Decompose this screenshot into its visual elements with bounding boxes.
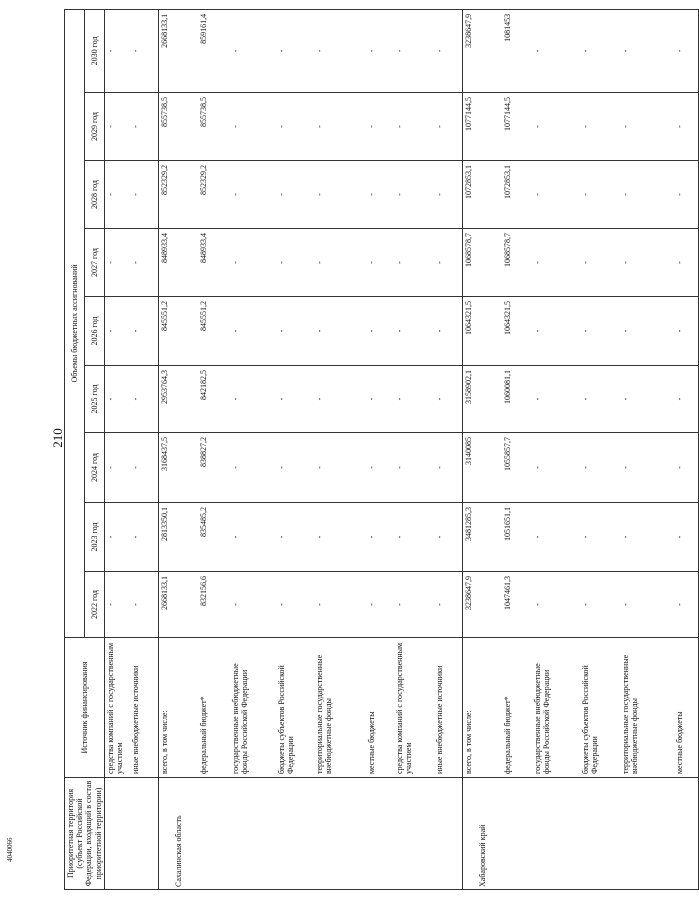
value-cell: - [580,366,620,433]
value-cell: - [394,93,434,161]
budget-table [64,9,699,890]
territory-cell [276,778,314,890]
rotated-table-container [64,10,685,890]
value-cell: - [276,161,314,229]
value-cell: - [130,229,158,297]
value-cell: - [394,161,434,229]
table-row [674,9,698,889]
value-cell: 3158902,1 [462,366,502,433]
source-cell: государственные внебюджетные фонды Российской Федерации [230,638,276,778]
value-cell: - [580,9,620,92]
value-cell: - [434,9,462,92]
value-cell: 1068578,7 [502,229,532,297]
value-cell: - [394,229,434,297]
value-cell: - [394,9,434,92]
source-cell: всего, в том числе: [462,638,502,778]
value-cell: - [394,503,434,572]
value-cell: - [434,297,462,366]
value-cell: 845551,2 [198,297,230,366]
value-cell: - [532,366,580,433]
value-cell: - [674,93,698,161]
header-volumes-group: Объемы бюджетных ассигнований [65,9,85,637]
value-cell: - [366,9,394,92]
value-cell: - [230,503,276,572]
value-cell: - [580,93,620,161]
value-cell: - [580,503,620,572]
value-cell: - [394,297,434,366]
source-cell: иные внебюджетные источники [434,638,462,778]
territory-cell: Сахалинская область [158,778,198,890]
table-row [130,9,158,889]
value-cell: - [130,433,158,503]
value-cell: - [532,572,580,638]
header-year: 2028 год [84,161,104,229]
territory-cell [198,778,230,890]
value-cell: - [394,433,434,503]
table-row [462,9,502,889]
source-cell: местные бюджеты [366,638,394,778]
value-cell: - [674,229,698,297]
value-cell: - [620,297,674,366]
value-cell: - [434,229,462,297]
value-cell: 832156,6 [198,572,230,638]
value-cell: - [314,366,366,433]
value-cell: - [674,503,698,572]
value-cell: - [314,229,366,297]
value-cell: 3481285,3 [462,503,502,572]
value-cell: - [580,297,620,366]
value-cell: 835485,2 [198,503,230,572]
value-cell: 859161,4 [198,9,230,92]
value-cell: - [366,229,394,297]
header-source: Источник финансирования [65,638,105,778]
value-cell: 1051651,1 [502,503,532,572]
header-year: 2030 год [84,9,104,92]
value-cell: 1081453 [502,9,532,92]
header-year: 2026 год [84,297,104,366]
territory-cell [130,778,158,890]
page-number: 210 [50,428,65,448]
value-cell: - [104,572,130,638]
value-cell: 3238647,9 [462,9,502,92]
value-cell: - [104,93,130,161]
territory-cell [502,778,532,890]
value-cell: - [230,161,276,229]
value-cell: - [130,297,158,366]
value-cell: 2668133,1 [158,9,198,92]
value-cell: - [276,93,314,161]
value-cell: - [276,9,314,92]
value-cell: - [130,9,158,92]
value-cell: 848933,4 [158,229,198,297]
table-row [502,9,532,889]
document-code: 4040066 [6,837,14,862]
value-cell: - [620,161,674,229]
value-cell: - [674,161,698,229]
value-cell: 1068578,7 [462,229,502,297]
value-cell: - [674,297,698,366]
territory-cell [366,778,394,890]
value-cell: - [674,433,698,503]
value-cell: - [580,433,620,503]
table-body [104,9,698,889]
value-cell: - [532,229,580,297]
source-cell: всего, в том числе: [158,638,198,778]
value-cell: - [130,503,158,572]
header-year: 2029 год [84,93,104,161]
table-row [434,9,462,889]
value-cell: 842182,5 [198,366,230,433]
value-cell: 855738,5 [158,93,198,161]
territory-cell [620,778,674,890]
value-cell: - [276,366,314,433]
value-cell: - [130,366,158,433]
value-cell: - [230,366,276,433]
source-cell: бюджеты субъектов Российской Федерации [276,638,314,778]
value-cell: - [434,503,462,572]
value-cell: - [674,572,698,638]
source-cell: государственные внебюджетные фонды Российской Федерации [532,638,580,778]
value-cell: 848933,4 [198,229,230,297]
value-cell: 838827,2 [198,433,230,503]
table-row [580,9,620,889]
value-cell: - [314,161,366,229]
value-cell: - [314,503,366,572]
value-cell: - [532,93,580,161]
value-cell: 3140085 [462,433,502,503]
value-cell: - [532,503,580,572]
source-cell: федеральный бюджет* [198,638,230,778]
value-cell: - [276,229,314,297]
value-cell: - [104,161,130,229]
value-cell: 1077144,5 [462,93,502,161]
value-cell: - [580,161,620,229]
value-cell: - [104,229,130,297]
territory-cell [314,778,366,890]
value-cell: - [314,93,366,161]
value-cell: - [532,9,580,92]
value-cell: - [366,572,394,638]
source-cell: федеральный бюджет* [502,638,532,778]
value-cell: - [366,161,394,229]
value-cell: - [230,9,276,92]
value-cell: - [130,93,158,161]
value-cell: - [230,93,276,161]
territory-cell [104,778,130,890]
value-cell: - [434,161,462,229]
value-cell: - [580,229,620,297]
value-cell: - [394,366,434,433]
territory-cell [674,778,698,890]
table-row [198,9,230,889]
value-cell: - [104,366,130,433]
source-cell: территориальные государственные внебюджетные фонды [314,638,366,778]
value-cell: - [366,297,394,366]
value-cell: 1072853,1 [462,161,502,229]
value-cell: - [620,366,674,433]
value-cell: - [104,503,130,572]
value-cell: 1072853,1 [502,161,532,229]
source-cell: местные бюджеты [674,638,698,778]
header-year: 2027 год [84,229,104,297]
value-cell: - [276,297,314,366]
value-cell: 1060081,1 [502,366,532,433]
value-cell: - [620,9,674,92]
value-cell: - [104,9,130,92]
value-cell: - [620,229,674,297]
value-cell: 855738,5 [198,93,230,161]
header-year: 2025 год [84,366,104,433]
territory-cell [394,778,434,890]
value-cell: - [434,93,462,161]
value-cell: 852329,2 [198,161,230,229]
value-cell: - [276,503,314,572]
value-cell: - [230,297,276,366]
value-cell: - [366,433,394,503]
value-cell: 3238647,9 [462,572,502,638]
table-row [366,9,394,889]
value-cell: - [104,433,130,503]
value-cell: 2668133,1 [158,572,198,638]
value-cell: 1064321,5 [462,297,502,366]
value-cell: 1047461,3 [502,572,532,638]
territory-cell [580,778,620,890]
territory-cell: Хабаровский край [462,778,502,890]
header-year: 2023 год [84,503,104,572]
value-cell: - [434,572,462,638]
header-territory: Приоритетная территория (субъект Российской Федерации, входящий в состав приоритетной территории) [65,778,105,890]
header-year: 2024 год [84,433,104,503]
source-cell: территориальные государственные внебюджетные фонды [620,638,674,778]
value-cell: - [674,366,698,433]
value-cell: - [366,366,394,433]
value-cell: - [620,93,674,161]
value-cell: - [532,433,580,503]
value-cell: 1064321,5 [502,297,532,366]
table-row [276,9,314,889]
value-cell: 845551,2 [158,297,198,366]
value-cell: - [314,9,366,92]
value-cell: - [130,161,158,229]
value-cell: - [130,572,158,638]
value-cell: - [620,572,674,638]
value-cell: - [532,297,580,366]
value-cell: - [314,572,366,638]
value-cell: - [104,297,130,366]
value-cell: - [532,161,580,229]
table-row [230,9,276,889]
territory-cell [230,778,276,890]
value-cell: - [230,229,276,297]
value-cell: - [434,433,462,503]
value-cell: - [620,433,674,503]
value-cell: - [394,572,434,638]
source-cell: бюджеты субъектов Российской Федерации [580,638,620,778]
value-cell: 2813350,1 [158,503,198,572]
value-cell: - [314,297,366,366]
value-cell: - [434,366,462,433]
source-cell: средства компаний с государственным участием [394,638,434,778]
value-cell: - [230,572,276,638]
table-row [532,9,580,889]
value-cell: - [620,503,674,572]
source-cell: иные внебюджетные источники [130,638,158,778]
table-row [104,9,130,889]
value-cell: - [276,572,314,638]
table-row [314,9,366,889]
value-cell: 2953764,3 [158,366,198,433]
value-cell: 1077144,5 [502,93,532,161]
value-cell: - [580,572,620,638]
table-row [620,9,674,889]
value-cell: - [230,433,276,503]
value-cell: - [276,433,314,503]
value-cell: 852329,2 [158,161,198,229]
value-cell: - [366,93,394,161]
value-cell: - [314,433,366,503]
table-row [158,9,198,889]
value-cell: - [674,9,698,92]
source-cell: средства компаний с государственным участием [104,638,130,778]
territory-cell [532,778,580,890]
header-year: 2022 год [84,572,104,638]
value-cell: - [366,503,394,572]
value-cell: 1055857,7 [502,433,532,503]
value-cell: 3168437,5 [158,433,198,503]
table-row [394,9,434,889]
territory-cell [434,778,462,890]
